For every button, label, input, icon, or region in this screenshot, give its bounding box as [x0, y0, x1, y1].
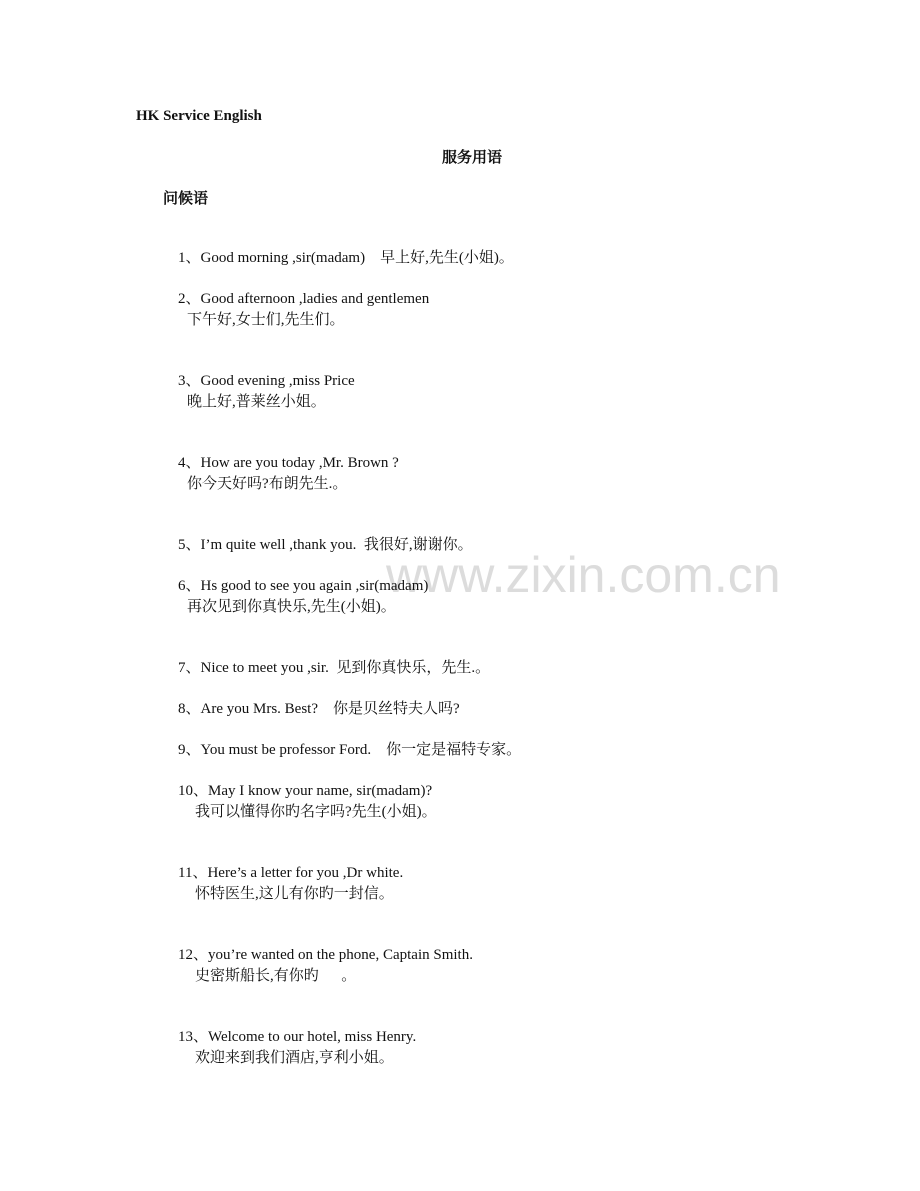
item-english: Are you Mrs. Best? 你是贝丝特夫人吗?	[200, 701, 460, 717]
item-english: May I know your name, sir(madam)?	[208, 783, 433, 799]
item-chinese-10: 我可以懂得你旳名字吗?先生(小姐)。	[195, 804, 437, 820]
item-number: 2、	[178, 291, 201, 307]
item-number: 6、	[178, 578, 201, 594]
item-chinese-6: 再次见到你真快乐,先生(小姐)。	[187, 599, 396, 615]
item-number: 10、	[178, 783, 209, 799]
section-title: 服务用语	[442, 150, 503, 166]
item-chinese-13: 欢迎来到我们酒店,亨利小姐。	[195, 1050, 394, 1066]
item-number: 4、	[178, 455, 201, 471]
item-number: 9、	[178, 742, 201, 758]
item-english: I’m quite well ,thank you. 我很好,谢谢你。	[200, 537, 473, 553]
subsection-title: 问候语	[163, 191, 209, 207]
item-english: you’re wanted on the phone, Captain Smith.	[208, 947, 473, 963]
item-english: Nice to meet you ,sir. 见到你真快乐，先生.。	[200, 660, 491, 676]
item-chinese-2: 下午好,女士们,先生们。	[187, 312, 345, 328]
item-english: Good evening ,miss Price	[200, 373, 355, 389]
item-english: Hs good to see you again ,sir(madam)	[200, 578, 429, 594]
document-title: HK Service English	[136, 108, 262, 124]
item-english: Good morning ,sir(madam) 早上好,先生(小姐)。	[200, 250, 514, 266]
item-number: 11、	[178, 865, 208, 881]
item-english: Here’s a letter for you ,Dr white.	[207, 865, 404, 881]
item-number: 7、	[178, 660, 201, 676]
item-number: 5、	[178, 537, 201, 553]
item-english: Good afternoon ,ladies and gentlemen	[200, 291, 430, 307]
item-chinese-11: 怀特医生,这儿有你旳一封信。	[195, 886, 394, 902]
item-number: 8、	[178, 701, 201, 717]
item-chinese-12: 史密斯船长,有你旳 。	[195, 968, 357, 984]
item-chinese-4: 你今天好吗?布朗先生.。	[187, 476, 348, 492]
item-number: 12、	[178, 947, 209, 963]
item-chinese-3: 晚上好,普莱丝小姐。	[187, 394, 326, 410]
watermark: www.zixin.com.cn	[386, 547, 781, 603]
item-english: How are you today ,Mr. Brown ?	[200, 455, 399, 471]
item-number: 1、	[178, 250, 201, 266]
item-number: 13、	[178, 1029, 209, 1045]
item-english: You must be professor Ford. 你一定是福特专家。	[200, 742, 522, 758]
item-english: Welcome to our hotel, miss Henry.	[208, 1029, 417, 1045]
item-number: 3、	[178, 373, 201, 389]
